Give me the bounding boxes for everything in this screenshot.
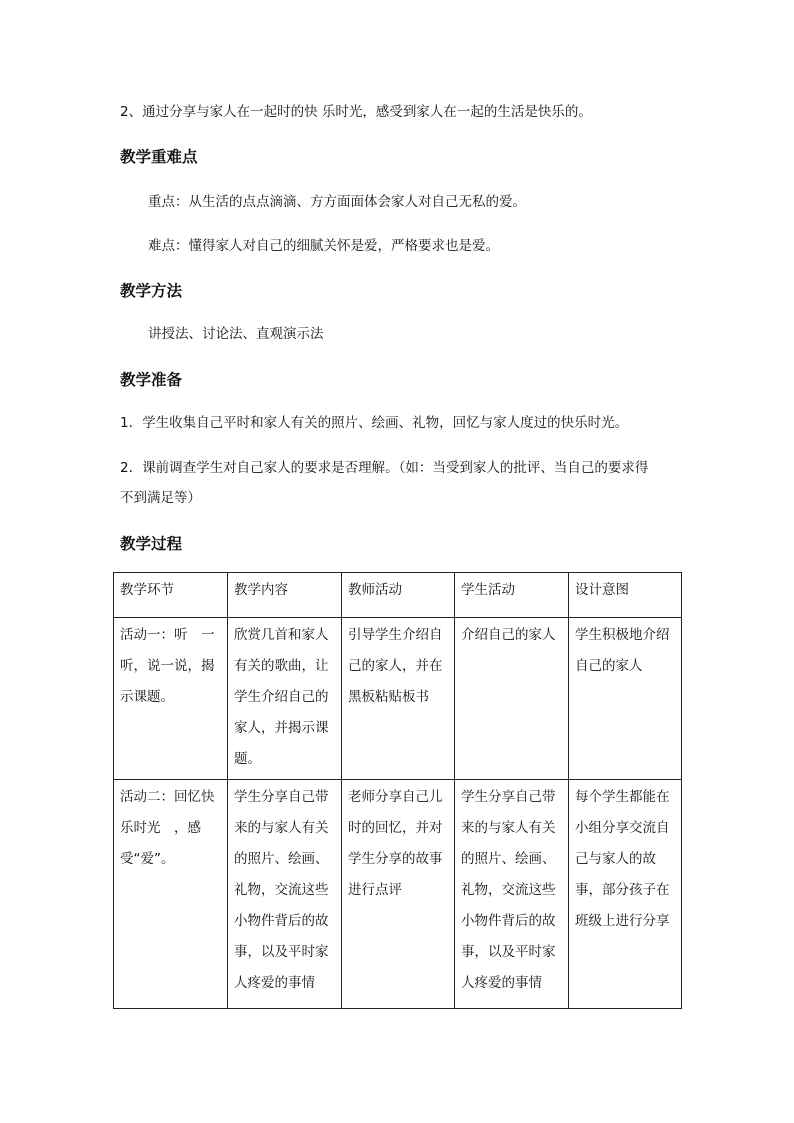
preparation-heading: 教学准备: [120, 371, 183, 389]
table-row: [114, 618, 682, 780]
teaching-process-table: [113, 572, 682, 1009]
key-points-heading: 教学重难点: [120, 148, 198, 166]
table-cell: 学生积极地介绍自己的家人: [569, 618, 682, 780]
key-point-focus: 重点：从生活的点点滴滴、方方面面体会家人对自己无私的爱。: [148, 194, 526, 210]
table-row: [114, 780, 682, 1009]
table-cell: 活动二：回忆快乐时光 ，感受“爱”。: [114, 780, 228, 1009]
preparation-item-1: 1．学生收集自己平时和家人有关的照片、绘画、礼物，回忆与家人度过的快乐时光。: [120, 415, 629, 431]
table-cell: 活动一：听 一听，说一说，揭示课题。: [114, 618, 228, 780]
table-cell: 欣赏几首和家人有关的歌曲，让学生介绍自己的家人，并揭示课题。: [228, 618, 342, 780]
header-content: 教学内容: [228, 573, 342, 618]
preparation-item-2-line-1: 2．课前调查学生对自己家人的要求是否理解。（如：当受到家人的批评、当自己的要求得: [120, 460, 649, 476]
objective-item-2: 2、通过分享与家人在一起时的快 乐时光，感受到家人在一起的生活是快乐的。: [120, 104, 592, 120]
header-design-intent: 设计意图: [569, 573, 682, 618]
header-stage: 教学环节: [114, 573, 228, 618]
key-point-difficulty: 难点：懂得家人对自己的细腻关怀是爱，严格要求也是爱。: [148, 238, 499, 254]
table-cell: 介绍自己的家人: [455, 618, 569, 780]
table-cell: 学生分享自己带来的与家人有关的照片、绘画、礼物，交流这些小物件背后的故事，以及平时家人疼爱的事情: [228, 780, 342, 1009]
methods-heading: 教学方法: [120, 282, 183, 300]
header-teacher-activity: 教师活动: [342, 573, 455, 618]
table-cell: 引导学生介绍自己的家人，并在黑板粘贴板书: [342, 618, 455, 780]
methods-text: 讲授法、讨论法、直观演示法: [148, 326, 324, 342]
table-cell: 老师分享自己儿时的回忆，并对学生分享的故事进行点评: [342, 780, 455, 1009]
table-header-row: [114, 573, 682, 618]
header-student-activity: 学生活动: [455, 573, 569, 618]
preparation-item-2-line-2: 不到满足等）: [120, 490, 201, 506]
process-heading: 教学过程: [120, 535, 183, 553]
table-cell: 学生分享自己带来的与家人有关的照片、绘画、礼物，交流这些小物件背后的故事，以及平时家人疼爱的事情: [455, 780, 569, 1009]
table-cell: 每个学生都能在小组分享交流自己与家人的故事，部分孩子在班级上进行分享: [569, 780, 682, 1009]
